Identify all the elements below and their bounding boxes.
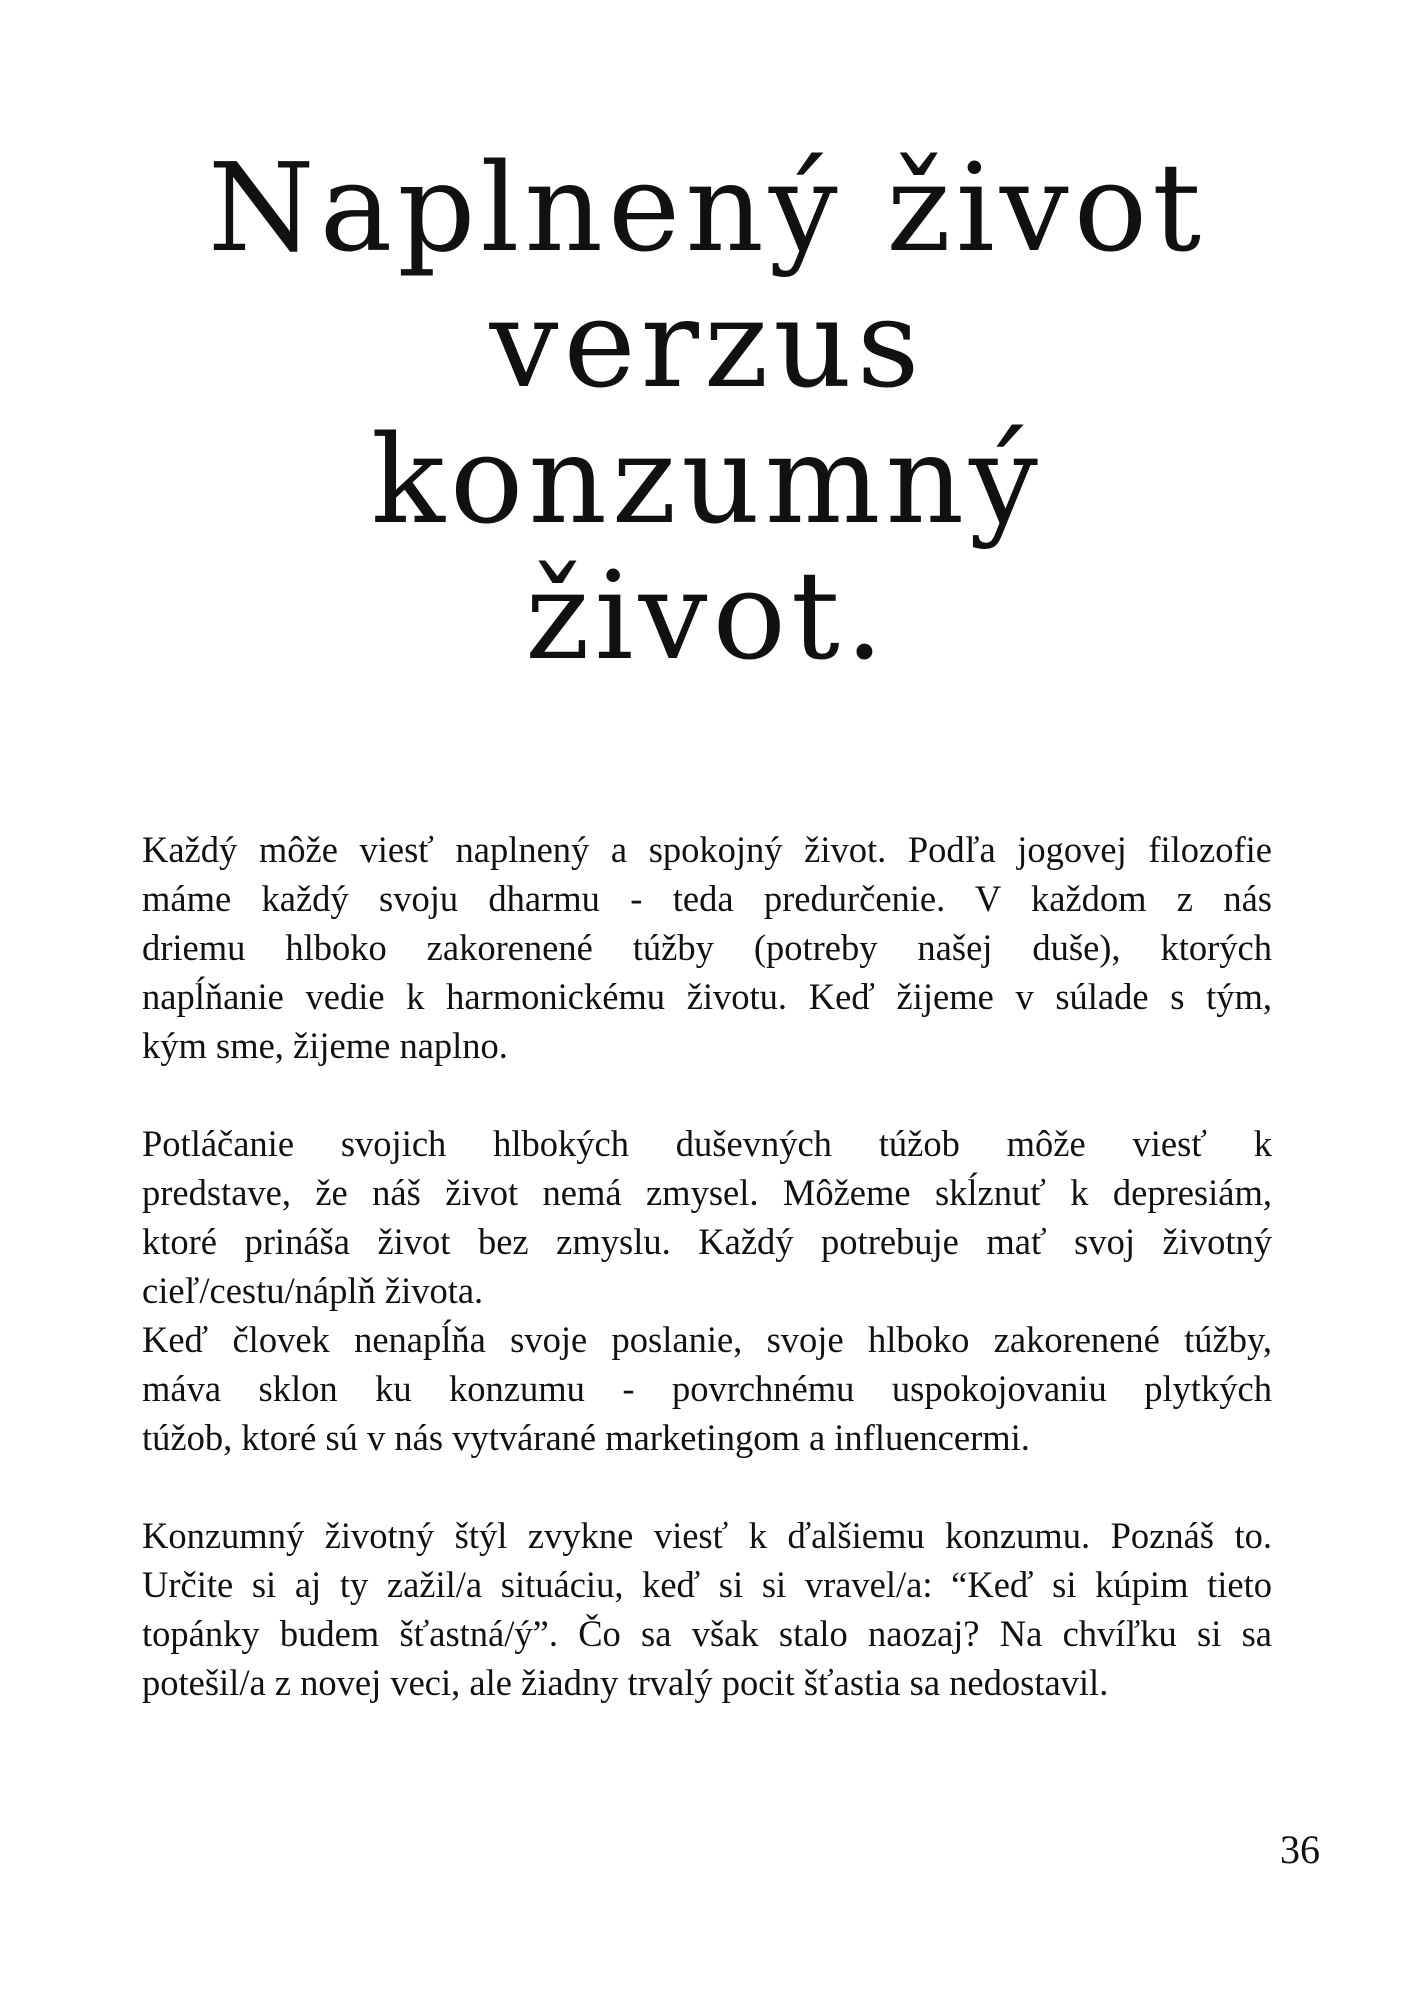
- page-number: 36: [1280, 1827, 1320, 1872]
- text-line: máva sklon ku konzumu - povrchnému uspokojovaniu plytkých: [142, 1368, 1272, 1409]
- title-line: život.: [525, 545, 889, 687]
- text-line: kým sme, žijeme naplno.: [142, 1025, 508, 1066]
- text-line: Potláčanie svojich hlbokých duševných túžob môže viesť k: [142, 1123, 1272, 1164]
- paragraph-dharma: [142, 825, 1272, 1070]
- title-line: konzumný: [371, 409, 1043, 551]
- text-line: Konzumný životný štýl zvykne viesť k ďalšiemu konzumu. Poznáš to.: [142, 1515, 1272, 1556]
- text-line: potešil/a z novej veci, ale žiadny trvalý pocit šťastia sa nedostavil.: [142, 1662, 1109, 1703]
- paragraph-gap: [142, 1070, 1272, 1119]
- paragraph-gap: [142, 1462, 1272, 1511]
- text-line: Keď človek nenapĺňa svoje poslanie, svoje hlboko zakorenené túžby,: [142, 1319, 1272, 1360]
- paragraph-suppression: [142, 1119, 1272, 1315]
- text-line: napĺňanie vedie k harmonickému životu. Keď žijeme v súlade s tým,: [142, 976, 1272, 1017]
- text-line: túžob, ktoré sú v nás vytvárané marketingom a influencermi.: [142, 1417, 1030, 1458]
- text-line: topánky budem šťastná/ý”. Čo sa však stalo naozaj? Na chvíľku si sa: [142, 1613, 1272, 1654]
- title-line: verzus: [489, 273, 925, 415]
- text-line: máme každý svoju dharmu - teda predurčenie. V každom z nás: [142, 878, 1272, 919]
- text-line: driemu hlboko zakorenené túžby (potreby našej duše), ktorých: [142, 927, 1272, 968]
- body-text: [142, 825, 1272, 1707]
- page-title: [0, 137, 1414, 687]
- paragraph-consumption: [142, 1315, 1272, 1462]
- title-line: Naplnený život: [207, 137, 1207, 279]
- paragraph-lifestyle: [142, 1511, 1272, 1707]
- text-line: Každý môže viesť naplnený a spokojný život. Podľa jogovej filozofie: [142, 829, 1272, 870]
- text-line: ktoré prináša život bez zmyslu. Každý potrebuje mať svoj životný: [142, 1221, 1272, 1262]
- text-line: cieľ/cestu/náplň života.: [142, 1270, 484, 1311]
- text-line: predstave, že náš život nemá zmysel. Môžeme skĺznuť k depresiám,: [142, 1172, 1272, 1213]
- text-line: Určite si aj ty zažil/a situáciu, keď si si vravel/a: “Keď si kúpim tieto: [142, 1564, 1272, 1605]
